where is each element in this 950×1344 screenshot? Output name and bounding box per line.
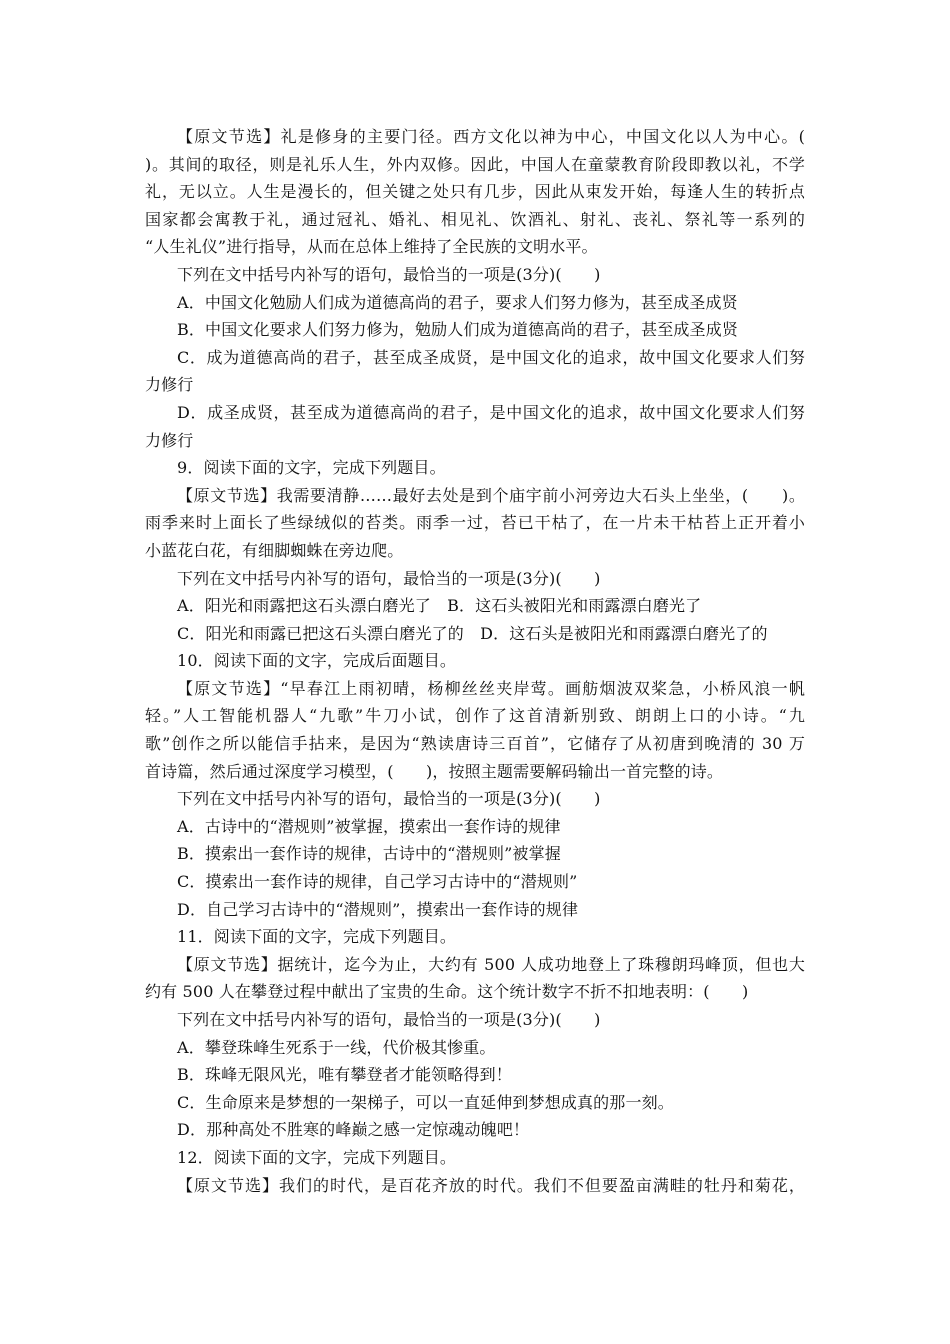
text-line: D．那种高处不胜寒的峰巅之感一定惊魂动魄吧！ <box>177 1120 530 1140</box>
text-line: “人生礼仪”进行指导，从而在总体上维持了全民族的文明水平。 <box>145 237 598 257</box>
text-line: C．阳光和雨露已把这石头漂白磨光了的 D．这石头是被阳光和雨露漂白磨光了的 <box>177 623 768 643</box>
text-line: 雨季来时上面长了些绿绒似的苔类。雨季一过，苔已干枯了，在一片未干枯苔上正开着小 <box>145 513 805 533</box>
text-line: 国家都会寓教于礼，通过冠礼、婚礼、相见礼、饮酒礼、射礼、丧礼、祭礼等一系列的 <box>145 209 805 229</box>
text-line: 力修行 <box>145 430 194 450</box>
text-line: 【原文节选】礼是修身的主要门径。西方文化以神为中心，中国文化以人为中心。( <box>177 127 805 146</box>
text-line: D．自己学习古诗中的“潜规则”，摸索出一套作诗的规律 <box>177 899 579 919</box>
text-line: 歌”创作之所以能信手拈来，是因为“熟读唐诗三百首”，它储存了从初唐到晚清的 30 万 <box>145 734 805 754</box>
text-line: 约有 500 人在攀登过程中献出了宝贵的生命。这个统计数字不折不扣地表明：( ) <box>145 982 749 1002</box>
text-line: 【原文节选】“早春江上雨初晴，杨柳丝丝夹岸莺。画舫烟波双桨急，小桥风浪一帆 <box>177 678 805 698</box>
text-line: A．中国文化勉励人们成为道德高尚的君子，要求人们努力修为，甚至成圣成贤 <box>177 292 738 312</box>
text-line: 小蓝花白花，有细脚蜘蛛在旁边爬。 <box>145 540 404 560</box>
text-line: A．古诗中的“潜规则”被掌握，摸索出一套作诗的规律 <box>177 816 561 836</box>
text-line: 10．阅读下面的文字，完成后面题目。 <box>177 651 457 671</box>
text-line: C．摸索出一套作诗的规律，自己学习古诗中的“潜规则” <box>177 872 578 892</box>
document-body <box>145 123 805 1199</box>
text-line: 11．阅读下面的文字，完成下列题目。 <box>177 927 457 947</box>
text-line: 轻。”人工智能机器人“九歌”牛刀小试，创作了这首清新别致、朗朗上口的小诗。“九 <box>145 706 805 726</box>
text-line: B．摸索出一套作诗的规律，古诗中的“潜规则”被掌握 <box>177 844 561 864</box>
text-line: C．生命原来是梦想的一架梯子，可以一直延伸到梦想成真的那一刻。 <box>177 1092 674 1112</box>
text-line: D．成圣成贤，甚至成为道德高尚的君子，是中国文化的追求，故中国文化要求人们努 <box>177 402 805 422</box>
text-line: C．成为道德高尚的君子，甚至成圣成贤，是中国文化的追求，故中国文化要求人们努 <box>177 347 805 367</box>
text-line: 首诗篇，然后通过深度学习模型，( )，按照主题需要解码输出一首完整的诗。 <box>145 761 724 781</box>
text-line: )。其间的取径，则是礼乐人生，外内双修。因此，中国人在童蒙教育阶段即教以礼，不学 <box>145 154 805 174</box>
text-line: 下列在文中括号内补写的语句，最恰当的一项是(3分)( ) <box>177 789 601 809</box>
text-line: 下列在文中括号内补写的语句，最恰当的一项是(3分)( ) <box>177 1010 601 1029</box>
text-line: B．中国文化要求人们努力修为，勉励人们成为道德高尚的君子，甚至成圣成贤 <box>177 320 739 340</box>
text-line: B．珠峰无限风光，唯有攀登者才能领略得到！ <box>177 1065 512 1085</box>
text-line: 9．阅读下面的文字，完成下列题目。 <box>177 458 446 478</box>
text-line: A．攀登珠峰生死系于一线，代价极其惨重。 <box>177 1037 496 1057</box>
text-line: A．阳光和雨露把这石头漂白磨光了 B．这石头被阳光和雨露漂白磨光了 <box>177 596 702 616</box>
text-line: 【原文节选】我需要清静……最好去处是到个庙宇前小河旁边大石头上坐坐，( )。 <box>177 485 805 505</box>
text-line: 下列在文中括号内补写的语句，最恰当的一项是(3分)( ) <box>177 568 601 588</box>
text-line: 力修行 <box>145 375 194 395</box>
text-line: 【原文节选】我们的时代，是百花齐放的时代。我们不但要盈亩满畦的牡丹和菊花， <box>177 1175 805 1195</box>
text-line: 12．阅读下面的文字，完成下列题目。 <box>177 1147 457 1167</box>
text-line: 礼，无以立。人生是漫长的，但关键之处只有几步，因此从束发开始，每逢人生的转折点 <box>145 182 805 202</box>
text-line: 【原文节选】据统计，迄今为止，大约有 500 人成功地登上了珠穆朗玛峰顶，但也大 <box>177 954 805 974</box>
text-line: 下列在文中括号内补写的语句，最恰当的一项是(3分)( ) <box>177 264 601 284</box>
